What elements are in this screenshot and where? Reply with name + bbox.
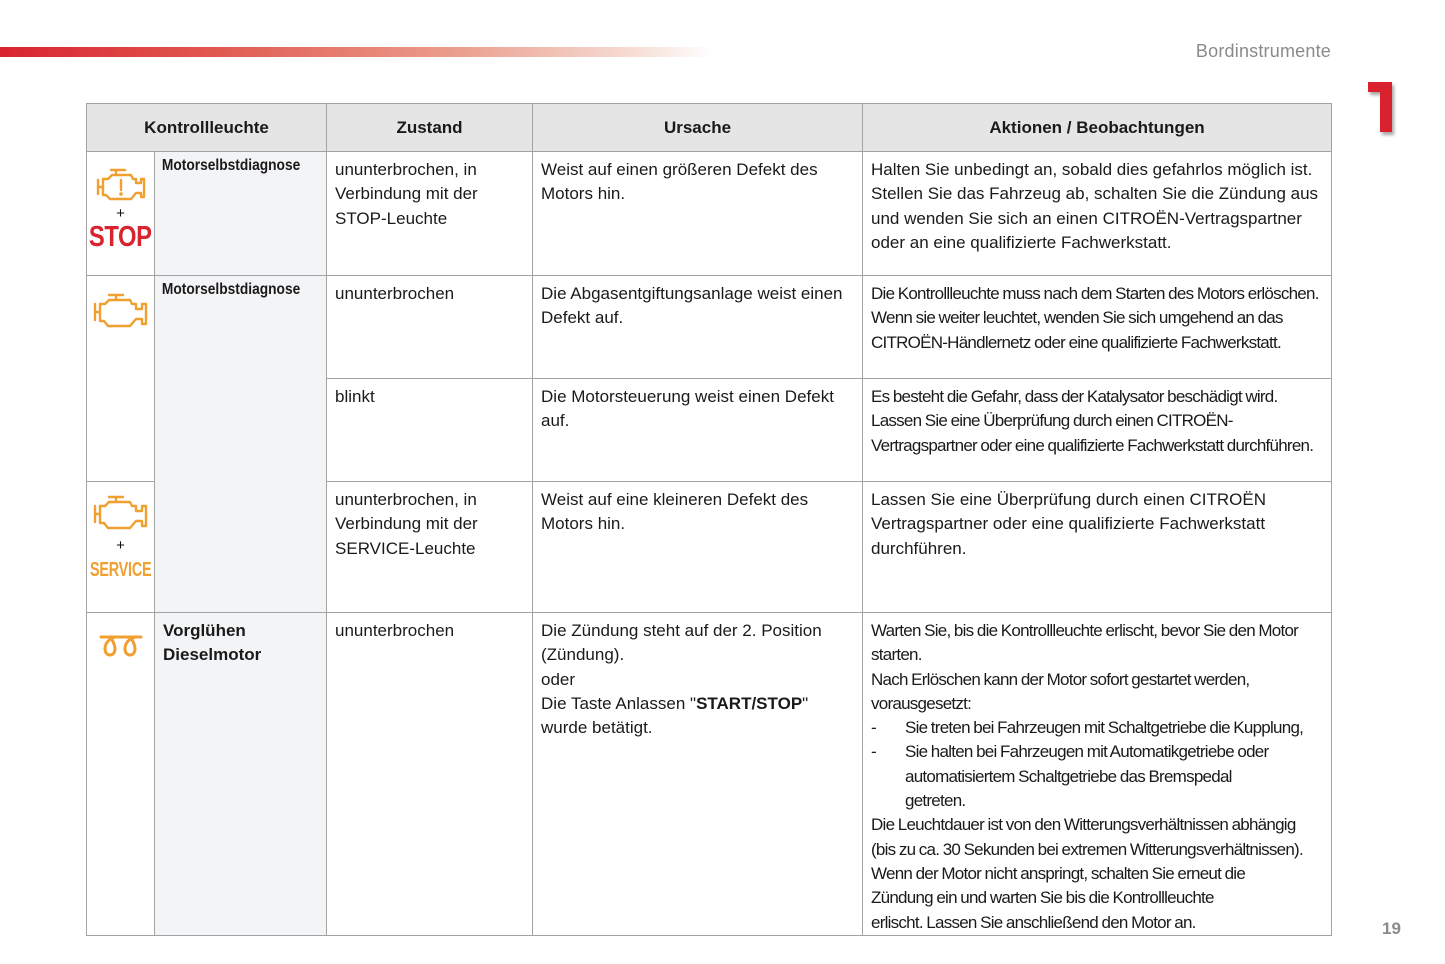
header-aktionen: Aktionen / Beobachtungen [863, 104, 1332, 152]
cause-cell: Die Abgasentgiftungsanlage weist einen Defekt auf. [533, 276, 863, 379]
state-cell: ununterbrochen [327, 276, 533, 379]
warning-lights-table [86, 103, 1332, 936]
header-kontrollleuchte: Kontrollleuchte [87, 104, 327, 152]
state-cell: blinkt [327, 379, 533, 482]
icon-cell [87, 613, 155, 936]
cause-cell: Die Zündung steht auf der 2. Position (Zündung). oder Die Taste Anlassen "START/STOP" wurde betätigt. [533, 613, 863, 936]
cause-cell: Weist auf eine kleineren Defekt des Motors hin. [533, 482, 863, 613]
action-cell: Die Kontrollleuchte muss nach dem Starten des Motors erlöschen. Wenn sie weiter leuchtet, wenden Sie sich umgehend an das CITROËN-Händlernetz oder eine qualifizierte Fachwerkstatt. [863, 276, 1332, 379]
start-stop-label: START/STOP [696, 693, 803, 713]
cause-cell: Weist auf einen größeren Defekt des Motors hin. [533, 152, 863, 276]
state-cell: ununterbrochen, in Verbindung mit der SERVICE-Leuchte [327, 482, 533, 613]
action-cell: Lassen Sie eine Überprüfung durch einen CITROËN Vertragspartner oder eine qualifizierte Fachwerkstatt durchführen. [863, 482, 1332, 613]
glow-plug-icon [99, 631, 143, 659]
warning-light-name: Motorselbstdiagnose [161, 157, 301, 174]
warning-light-name: Motorselbstdiagnose [161, 281, 301, 298]
header-zustand: Zustand [327, 104, 533, 152]
name-cell [155, 152, 327, 276]
service-warning-icon: SERVICE [89, 559, 152, 581]
stop-warning-icon: STOP [89, 221, 152, 253]
action-cell: Warten Sie, bis die Kontrollleuchte erlischt, bevor Sie den Motor starten. Nach Erlöschen kann der Motor sofort gestartet werden, vorausgesetzt: - Sie treten bei Fahrzeugen mit Schaltgetriebe die Kupplung, - Sie halten bei Fahrzeugen mit Automatikgetriebe oder automatisiertem Schaltgetriebe das Bremspedal getreten. Die Leuchtdauer ist von den Witterungsverhältnissen abhängig (bis zu ca. 30 Sekunden bei extremen Witterungsverhältnissen). Wenn der Motor nicht anspringt, schalten Sie erneut die Zündung ein und warten Sie bis die Kontrollleuchte erlischt. Lassen Sie anschließend den Motor an. [863, 613, 1332, 936]
header-accent-bar [0, 47, 712, 57]
table-row [87, 276, 1332, 379]
table-row [87, 152, 1332, 276]
action-cell: Es besteht die Gefahr, dass der Katalysator beschädigt wird. Lassen Sie eine Überprüfung durch einen CITROËN-Vertragspartner oder eine qualifizierte Fachwerkstatt durchführen. [863, 379, 1332, 482]
chapter-number-badge [1366, 78, 1400, 138]
name-cell [155, 613, 327, 936]
action-cell: Halten Sie unbedingt an, sobald dies gefahrlos möglich ist. Stellen Sie das Fahrzeug ab, schalten Sie die Zündung aus und wenden Sie sich an einen CITROËN-Vertragspartner oder an eine qualifizierte Fachwerkstatt. [863, 152, 1332, 276]
engine-icon [92, 492, 150, 534]
plus-sign: + [116, 537, 125, 554]
list-item: - Sie treten bei Fahrzeugen mit Schaltgetriebe die Kupplung, [871, 718, 1304, 738]
page-number: 19 [1382, 919, 1401, 938]
icon-cell [87, 276, 155, 482]
list-item: - Sie halten bei Fahrzeugen mit Automatikgetriebe oder automatisiertem Schaltgetriebe das Bremspedal getreten. [871, 742, 1269, 811]
state-cell: ununterbrochen [327, 613, 533, 936]
section-title: Bordinstrumente [1195, 41, 1331, 61]
table-row [87, 613, 1332, 936]
table-header-row [87, 104, 1332, 152]
engine-warning-icon [95, 166, 147, 206]
warning-light-name: Vorglühen Dieselmotor [163, 621, 262, 665]
plus-sign: + [116, 205, 125, 222]
state-cell: ununterbrochen, in Verbindung mit der STOP-Leuchte [327, 152, 533, 276]
icon-cell [87, 482, 155, 613]
cause-cell: Die Motorsteuerung weist einen Defekt auf. [533, 379, 863, 482]
name-cell [155, 276, 327, 613]
header-ursache: Ursache [533, 104, 863, 152]
icon-cell [87, 152, 155, 276]
engine-icon [92, 290, 150, 332]
